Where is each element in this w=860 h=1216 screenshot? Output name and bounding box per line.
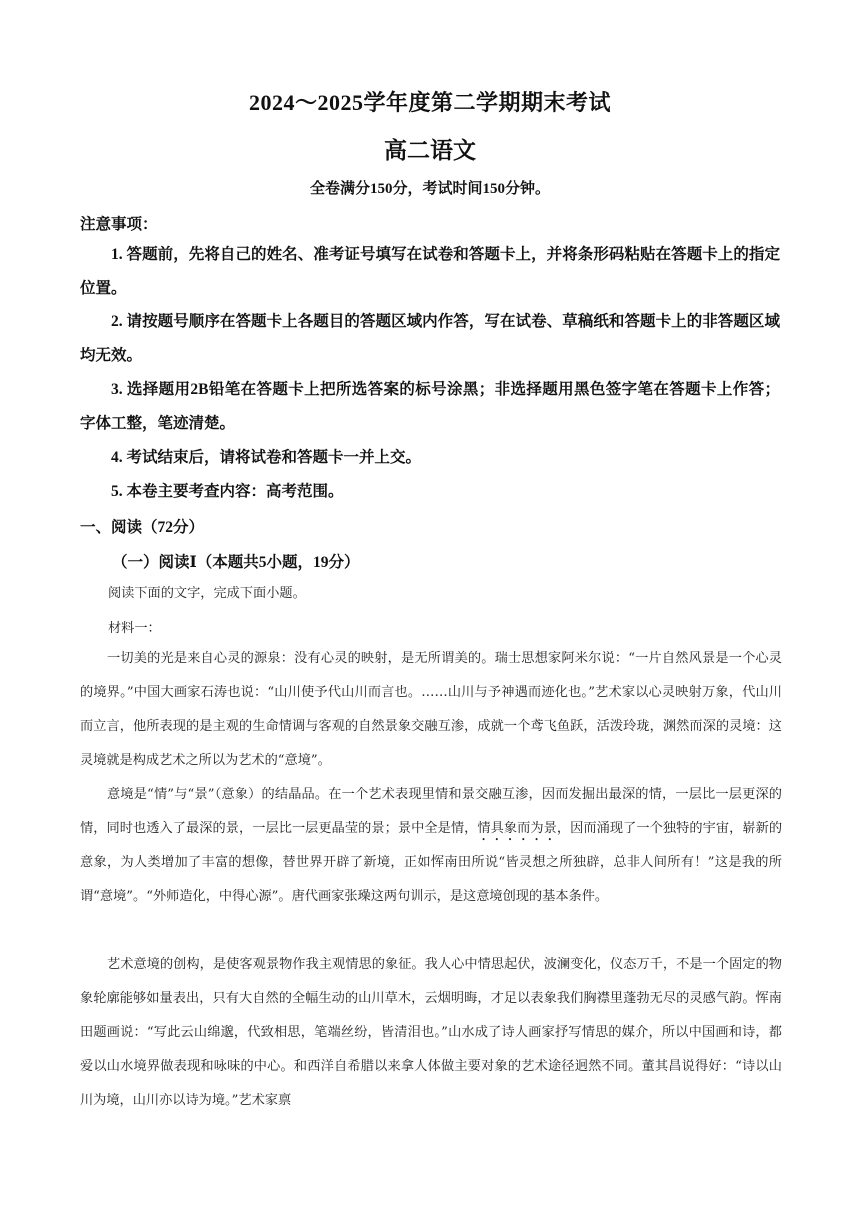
notice-item-1: 1. 答题前，先将自己的姓名、准考证号填写在试卷和答题卡上，并将条形码粘贴在答题卡上的指定位置。 — [80, 246, 780, 297]
paragraph-2-text-b: ，因而涌现了一个独特的宇宙，崭新的意象，为人类增加了丰富的想像，替世界开辟了新境，正如恽南田所说“皆灵想之所独辟，总非人间所有！”这是我的所谓“意境”。“外师造化，中得心源”。唐代画家张璪这两句训示，是这意境创现的基本条件。 — [80, 821, 783, 904]
notice-item-3: 3. 选择题用2B铅笔在答题卡上把所选答案的标号涂黑；非选择题用黑色签字笔在答题卡上作答；字体工整，笔迹清楚。 — [80, 381, 780, 432]
material-label: 材料一： — [108, 621, 161, 636]
exam-title: 2024～2025学年度第二学期期末考试 — [248, 90, 611, 115]
score-time-note: 全卷满分150分，考试时间150分钟。 — [309, 181, 550, 197]
notice-heading: 注意事项： — [80, 216, 158, 233]
material-paragraph-2 — [80, 778, 782, 914]
section-heading: 一、阅读（72分） — [80, 519, 205, 536]
material-paragraph-3: 艺术意境的创构，是使客观景物作我主观情思的象征。我人心中情思起伏，波澜变化，仪态万千，不是一个固定的物象轮廓能够如量表出，只有大自然的全幅生动的山川草木，云烟明晦，才足以表象我们胸襟里蓬勃无尽的灵感气韵。恽南田题画说：“写此云山绵邈，代致相思，笔端丝纷，皆清泪也。”山水成了诗人画家抒写情思的媒介，所以中国画和诗，都爱以山水境界做表现和咏味的中心。和西洋自希腊以来拿人体做主要对象的艺术途径迥然不同。董其昌说得好：“诗以山川为境，山川亦以诗为境。”艺术家禀 — [80, 957, 782, 1108]
notice-item-2: 2. 请按题号顺序在答题卡上各题目的答题区域内作答，写在试卷、草稿纸和答题卡上的非答题区域均无效。 — [80, 313, 780, 364]
reading-instruction: 阅读下面的文字，完成下面小题。 — [108, 586, 306, 601]
material-paragraph-1: 一切美的光是来自心灵的源泉：没有心灵的映射，是无所谓美的。瑞士思想家阿米尔说：“一片自然风景是一个心灵的境界。”中国大画家石涛也说：“山川使予代山川而言也。……山川与予神遇而迹化也。”艺术家以心灵映射万象，代山川而立言，他所表现的是主观的生命情调与客观的自然景象交融互渗，成就一个鸢飞鱼跃，活泼玲珑，渊然而深的灵境：这灵境就是构成艺术之所以为艺术的“意境”。 — [80, 651, 782, 768]
notice-item-4: 4. 考试结束后，请将试卷和答题卡一并上交。 — [111, 449, 422, 466]
emphasized-phrase: 情具象而为景 — [477, 821, 557, 836]
paragraph-2-text-a: 意境是“情”与“景”（意象）的结晶品。在一个艺术表现里情和景交融互渗，因而发掘出最深的情，一层比一层更深的情，同时也透入了最深的景，一层比一层更晶莹的景；景中全是情， — [80, 787, 782, 836]
section-subheading: （一）阅读Ⅰ（本题共5小题，19分） — [112, 554, 360, 571]
subject-title: 高二语文 — [384, 138, 476, 163]
notice-item-5: 5. 本卷主要考查内容：高考范围。 — [111, 483, 344, 500]
